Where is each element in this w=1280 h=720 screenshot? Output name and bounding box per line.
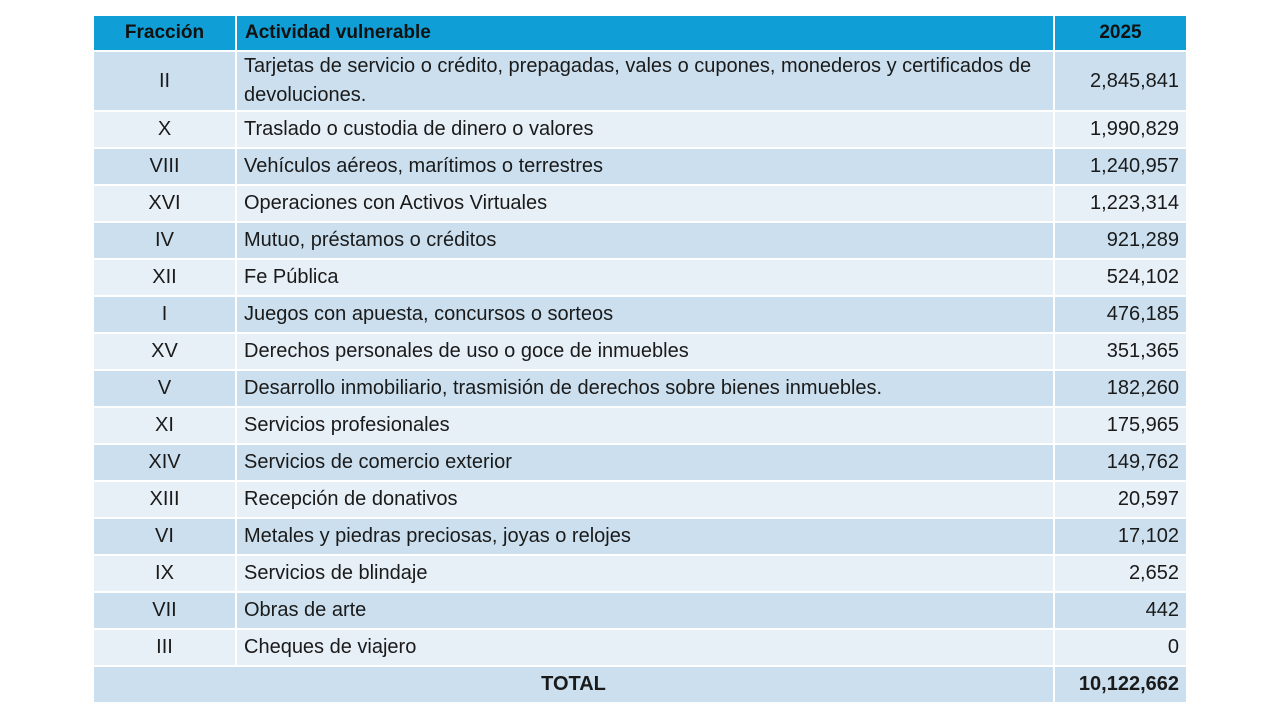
table-row (94, 222, 1186, 259)
cell-valor: 476,185 (1054, 296, 1186, 333)
cell-actividad: Recepción de donativos (236, 481, 1054, 518)
cell-fraccion: I (94, 296, 236, 333)
table-row (94, 259, 1186, 296)
cell-valor: 149,762 (1054, 444, 1186, 481)
cell-actividad: Metales y piedras preciosas, joyas o relojes (236, 518, 1054, 555)
cell-valor: 0 (1054, 629, 1186, 666)
cell-valor: 2,845,841 (1054, 51, 1186, 111)
header-actividad: Actividad vulnerable (236, 16, 1054, 51)
cell-valor: 17,102 (1054, 518, 1186, 555)
cell-valor: 1,990,829 (1054, 111, 1186, 148)
cell-valor: 2,652 (1054, 555, 1186, 592)
cell-actividad: Juegos con apuesta, concursos o sorteos (236, 296, 1054, 333)
table-row (94, 481, 1186, 518)
cell-valor: 182,260 (1054, 370, 1186, 407)
cell-fraccion: VI (94, 518, 236, 555)
cell-valor: 1,223,314 (1054, 185, 1186, 222)
table-body (94, 51, 1186, 702)
cell-actividad: Servicios de blindaje (236, 555, 1054, 592)
cell-valor: 442 (1054, 592, 1186, 629)
cell-actividad: Servicios profesionales (236, 407, 1054, 444)
table-row (94, 296, 1186, 333)
table-row (94, 111, 1186, 148)
header-fraccion: Fracción (94, 16, 236, 51)
total-value: 10,122,662 (1054, 666, 1186, 702)
cell-valor: 921,289 (1054, 222, 1186, 259)
cell-actividad: Desarrollo inmobiliario, trasmisión de derechos sobre bienes inmuebles. (236, 370, 1054, 407)
table-row (94, 444, 1186, 481)
cell-valor: 524,102 (1054, 259, 1186, 296)
cell-fraccion: XII (94, 259, 236, 296)
cell-actividad: Tarjetas de servicio o crédito, prepagadas, vales o cupones, monederos y certificados de devoluciones. (236, 51, 1054, 111)
table-row (94, 148, 1186, 185)
cell-valor: 20,597 (1054, 481, 1186, 518)
cell-actividad: Operaciones con Activos Virtuales (236, 185, 1054, 222)
table-row (94, 518, 1186, 555)
header-year: 2025 (1054, 16, 1186, 51)
total-label: TOTAL (94, 666, 1054, 702)
cell-actividad: Traslado o custodia de dinero o valores (236, 111, 1054, 148)
cell-fraccion: XIII (94, 481, 236, 518)
cell-actividad: Servicios de comercio exterior (236, 444, 1054, 481)
cell-fraccion: II (94, 51, 236, 111)
cell-fraccion: VII (94, 592, 236, 629)
table-row (94, 592, 1186, 629)
cell-actividad: Vehículos aéreos, marítimos o terrestres (236, 148, 1054, 185)
vulnerable-activities-table (94, 16, 1186, 702)
cell-valor: 351,365 (1054, 333, 1186, 370)
cell-fraccion: XV (94, 333, 236, 370)
cell-fraccion: XI (94, 407, 236, 444)
table-row (94, 185, 1186, 222)
cell-fraccion: VIII (94, 148, 236, 185)
cell-actividad: Obras de arte (236, 592, 1054, 629)
cell-actividad: Derechos personales de uso o goce de inmuebles (236, 333, 1054, 370)
cell-valor: 175,965 (1054, 407, 1186, 444)
cell-fraccion: III (94, 629, 236, 666)
total-row (94, 666, 1186, 702)
cell-fraccion: XIV (94, 444, 236, 481)
cell-actividad: Mutuo, préstamos o créditos (236, 222, 1054, 259)
table-row (94, 333, 1186, 370)
cell-fraccion: V (94, 370, 236, 407)
table-row (94, 370, 1186, 407)
cell-fraccion: XVI (94, 185, 236, 222)
cell-actividad: Cheques de viajero (236, 629, 1054, 666)
table-row (94, 555, 1186, 592)
cell-valor: 1,240,957 (1054, 148, 1186, 185)
table-row (94, 51, 1186, 111)
cell-fraccion: X (94, 111, 236, 148)
header-row (94, 16, 1186, 51)
cell-fraccion: IX (94, 555, 236, 592)
cell-fraccion: IV (94, 222, 236, 259)
table-row (94, 629, 1186, 666)
cell-actividad: Fe Pública (236, 259, 1054, 296)
table-header (94, 16, 1186, 51)
table-row (94, 407, 1186, 444)
